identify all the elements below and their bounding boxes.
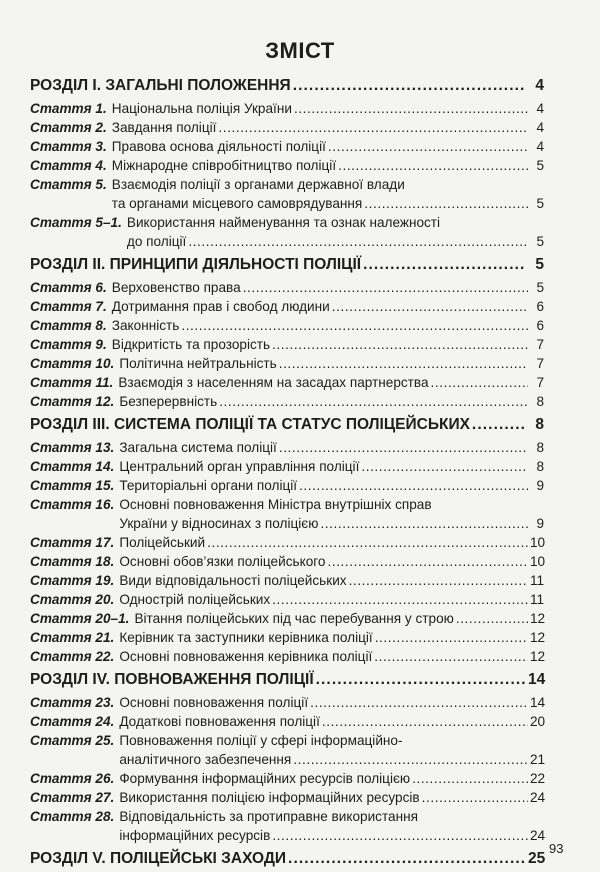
article-title-line: Формування інформаційних ресурсів поліцією xyxy=(119,771,411,786)
dot-leader xyxy=(299,476,528,495)
article-number: Стаття 4. xyxy=(30,158,107,173)
article-title-line: аналітичного забезпечення xyxy=(119,752,292,767)
article-page-number: 10 xyxy=(530,535,546,550)
toc-article xyxy=(30,118,544,137)
dot-leader xyxy=(188,232,528,251)
dot-leader xyxy=(181,316,528,335)
toc-section xyxy=(30,845,544,872)
dot-leader xyxy=(272,335,528,354)
article-title-line: Верховенство права xyxy=(111,280,241,295)
toc-section xyxy=(30,251,544,278)
dot-leader xyxy=(328,137,528,156)
dot-leader xyxy=(338,156,528,175)
toc-article xyxy=(30,609,544,628)
dot-leader xyxy=(431,373,528,392)
article-title-line: Вітання поліцейських під час перебування у строю xyxy=(134,611,454,626)
article-page-number: 21 xyxy=(530,752,546,767)
article-number: Стаття 3. xyxy=(30,139,107,154)
section-page-number: 25 xyxy=(528,850,546,867)
toc-article xyxy=(30,213,544,251)
article-number: Стаття 1. xyxy=(30,101,107,116)
article-page-number: 8 xyxy=(536,440,544,455)
article-number: Стаття 25. xyxy=(30,733,115,748)
article-number: Стаття 11. xyxy=(30,375,114,390)
article-number: Стаття 19. xyxy=(30,573,115,588)
article-number: Стаття 20–1. xyxy=(30,611,130,626)
toc-section xyxy=(30,666,544,693)
article-title-line: Види відповідальності поліцейських xyxy=(119,573,347,588)
toc-article xyxy=(30,137,544,156)
article-number: Стаття 12. xyxy=(30,394,115,409)
dot-leader xyxy=(272,826,528,845)
toc-article xyxy=(30,571,544,590)
article-number: Стаття 7. xyxy=(30,299,107,314)
article-page-number: 4 xyxy=(536,101,544,116)
article-title-line: Основні повноваження Міністра внутрішніх справ xyxy=(119,497,432,512)
article-title-line: Відкритість та прозорість xyxy=(111,337,271,352)
article-page-number: 12 xyxy=(530,611,546,626)
article-title-line: Основні обов’язки поліцейського xyxy=(119,554,326,569)
dot-leader xyxy=(294,99,528,118)
article-page-number: 5 xyxy=(536,196,544,211)
article-number: Стаття 14. xyxy=(30,459,115,474)
toc-article xyxy=(30,788,544,807)
article-title-line: Повноваження поліції у сфері інформаційно- xyxy=(119,733,403,748)
dot-leader xyxy=(218,118,528,137)
toc-article xyxy=(30,590,544,609)
article-number: Стаття 24. xyxy=(30,714,115,729)
article-page-number: 6 xyxy=(536,299,544,314)
dot-leader xyxy=(364,194,528,213)
dot-leader xyxy=(472,411,526,438)
article-title-line: Політична нейтральність xyxy=(119,356,277,371)
dot-leader xyxy=(243,278,528,297)
article-title-line: Поліцейський xyxy=(119,535,206,550)
article-number: Стаття 17. xyxy=(30,535,115,550)
article-title-line: Додаткові повноваження поліції xyxy=(119,714,320,729)
article-title-line: Відповідальність за протиправне використання xyxy=(119,809,418,824)
article-page-number: 10 xyxy=(530,554,546,569)
article-title-line: України у відносинах з поліцією xyxy=(119,516,319,531)
article-page-number: 11 xyxy=(530,573,545,588)
article-title-line: Взаємодія поліції з органами державної влади xyxy=(111,177,405,192)
dot-leader xyxy=(349,571,528,590)
dot-leader xyxy=(375,628,528,647)
toc-article xyxy=(30,392,544,411)
toc-article xyxy=(30,495,544,533)
article-title-line: інформаційних ресурсів xyxy=(119,828,271,843)
article-number: Стаття 18. xyxy=(30,554,115,569)
toc-section xyxy=(30,72,544,99)
article-title-line: Територіальні органи поліції xyxy=(119,478,298,493)
section-title: РОЗДІЛ ІІІ. СИСТЕМА ПОЛІЦІЇ ТА СТАТУС ПОЛІЦЕЙСЬКИХ xyxy=(30,416,470,433)
toc-article xyxy=(30,533,544,552)
article-title-line: Законність xyxy=(111,318,180,333)
article-number: Стаття 5. xyxy=(30,177,107,192)
article-title-line: Дотримання прав і свобод людини xyxy=(111,299,330,314)
toc-article xyxy=(30,335,544,354)
article-title-line: Використання поліцією інформаційних ресурсів xyxy=(119,790,420,805)
toc-article xyxy=(30,99,544,118)
article-page-number: 20 xyxy=(530,714,546,729)
article-number: Стаття 28. xyxy=(30,809,115,824)
dot-leader xyxy=(456,609,528,628)
page-title: ЗМІСТ xyxy=(265,38,335,63)
dot-leader xyxy=(310,693,528,712)
dot-leader xyxy=(322,712,528,731)
article-title-line: Національна поліція України xyxy=(111,101,292,116)
article-number: Стаття 15. xyxy=(30,478,115,493)
section-page-number: 5 xyxy=(535,256,544,273)
toc-article xyxy=(30,316,544,335)
dot-leader xyxy=(279,354,528,373)
article-title-line: Основні повноваження керівника поліції xyxy=(119,649,373,664)
article-title-line: Основні повноваження поліції xyxy=(119,695,309,710)
dot-leader xyxy=(219,392,528,411)
dot-leader xyxy=(316,666,526,693)
toc-article xyxy=(30,438,544,457)
article-page-number: 24 xyxy=(530,790,546,805)
dot-leader xyxy=(293,72,526,99)
article-number: Стаття 22. xyxy=(30,649,115,664)
toc-article xyxy=(30,712,544,731)
article-title-line: та органами місцевого самоврядування xyxy=(111,196,363,211)
article-page-number: 5 xyxy=(536,280,544,295)
article-number: Стаття 2. xyxy=(30,120,107,135)
article-page-number: 8 xyxy=(536,394,544,409)
dot-leader xyxy=(332,297,528,316)
toc-article xyxy=(30,647,544,666)
article-page-number: 7 xyxy=(536,337,544,352)
article-page-number: 9 xyxy=(536,478,544,493)
toc-article xyxy=(30,354,544,373)
section-page-number: 14 xyxy=(528,671,546,688)
article-title-line: Взаємодія з населенням на засадах партнерства xyxy=(118,375,429,390)
toc-article xyxy=(30,156,544,175)
dot-leader xyxy=(288,845,526,872)
dot-leader xyxy=(327,552,528,571)
article-title-line: Центральний орган управління поліції xyxy=(119,459,360,474)
toc-article xyxy=(30,373,544,392)
article-number: Стаття 8. xyxy=(30,318,107,333)
article-title-line: Загальна система поліції xyxy=(119,440,277,455)
dot-leader xyxy=(272,590,528,609)
toc-article xyxy=(30,552,544,571)
article-title-line: до поліції xyxy=(126,234,187,249)
article-page-number: 4 xyxy=(536,120,544,135)
article-page-number: 5 xyxy=(536,234,544,249)
section-title: РОЗДІЛ V. ПОЛІЦЕЙСЬКІ ЗАХОДИ xyxy=(30,850,287,867)
toc-section xyxy=(30,411,544,438)
toc-article xyxy=(30,278,544,297)
toc-article xyxy=(30,476,544,495)
page-number: 93 xyxy=(549,841,564,856)
toc-article xyxy=(30,769,544,788)
table-of-contents xyxy=(30,72,544,872)
article-title-line: Міжнародне співробітництво поліції xyxy=(111,158,337,173)
article-number: Стаття 20. xyxy=(30,592,115,607)
article-title-line: Однострій поліцейських xyxy=(119,592,271,607)
dot-leader xyxy=(412,769,528,788)
article-title-line: Керівник та заступники керівника поліції xyxy=(119,630,373,645)
article-title-line: Безперервність xyxy=(119,394,218,409)
toc-article xyxy=(30,807,544,845)
article-number: Стаття 16. xyxy=(30,497,115,512)
dot-leader xyxy=(279,438,528,457)
article-page-number: 11 xyxy=(530,592,545,607)
article-number: Стаття 27. xyxy=(30,790,115,805)
article-number: Стаття 23. xyxy=(30,695,115,710)
dot-leader xyxy=(363,251,526,278)
article-number: Стаття 26. xyxy=(30,771,115,786)
article-page-number: 7 xyxy=(536,375,544,390)
article-page-number: 12 xyxy=(530,630,546,645)
article-number: Стаття 6. xyxy=(30,280,107,295)
dot-leader xyxy=(361,457,528,476)
article-number: Стаття 10. xyxy=(30,356,115,371)
toc-article xyxy=(30,693,544,712)
toc-article xyxy=(30,457,544,476)
dot-leader xyxy=(320,514,528,533)
article-page-number: 7 xyxy=(536,356,544,371)
toc-article xyxy=(30,175,544,213)
article-page-number: 4 xyxy=(536,139,544,154)
article-number: Стаття 9. xyxy=(30,337,107,352)
article-title-line: Використання найменування та ознак належності xyxy=(126,215,441,230)
toc-article xyxy=(30,297,544,316)
dot-leader xyxy=(374,647,528,666)
section-page-number: 8 xyxy=(535,416,544,433)
article-page-number: 14 xyxy=(530,695,546,710)
article-page-number: 8 xyxy=(536,459,544,474)
section-title: РОЗДІЛ І. ЗАГАЛЬНІ ПОЛОЖЕННЯ xyxy=(30,77,291,94)
section-title: РОЗДІЛ IV. ПОВНОВАЖЕННЯ ПОЛІЦІЇ xyxy=(30,671,314,688)
article-page-number: 12 xyxy=(530,649,546,664)
article-page-number: 6 xyxy=(536,318,544,333)
dot-leader xyxy=(207,533,528,552)
article-title-line: Завдання поліції xyxy=(111,120,217,135)
article-page-number: 5 xyxy=(536,158,544,173)
dot-leader xyxy=(422,788,528,807)
article-page-number: 9 xyxy=(536,516,544,531)
toc-article xyxy=(30,628,544,647)
article-number: Стаття 5–1. xyxy=(30,215,122,230)
toc-article xyxy=(30,731,544,769)
article-number: Стаття 13. xyxy=(30,440,115,455)
article-page-number: 22 xyxy=(530,771,546,786)
article-number: Стаття 21. xyxy=(30,630,115,645)
section-title: РОЗДІЛ ІІ. ПРИНЦИПИ ДІЯЛЬНОСТІ ПОЛІЦІЇ xyxy=(30,256,362,273)
section-page-number: 4 xyxy=(535,77,544,94)
dot-leader xyxy=(293,750,528,769)
article-title-line: Правова основа діяльності поліції xyxy=(111,139,326,154)
article-page-number: 24 xyxy=(530,828,546,843)
